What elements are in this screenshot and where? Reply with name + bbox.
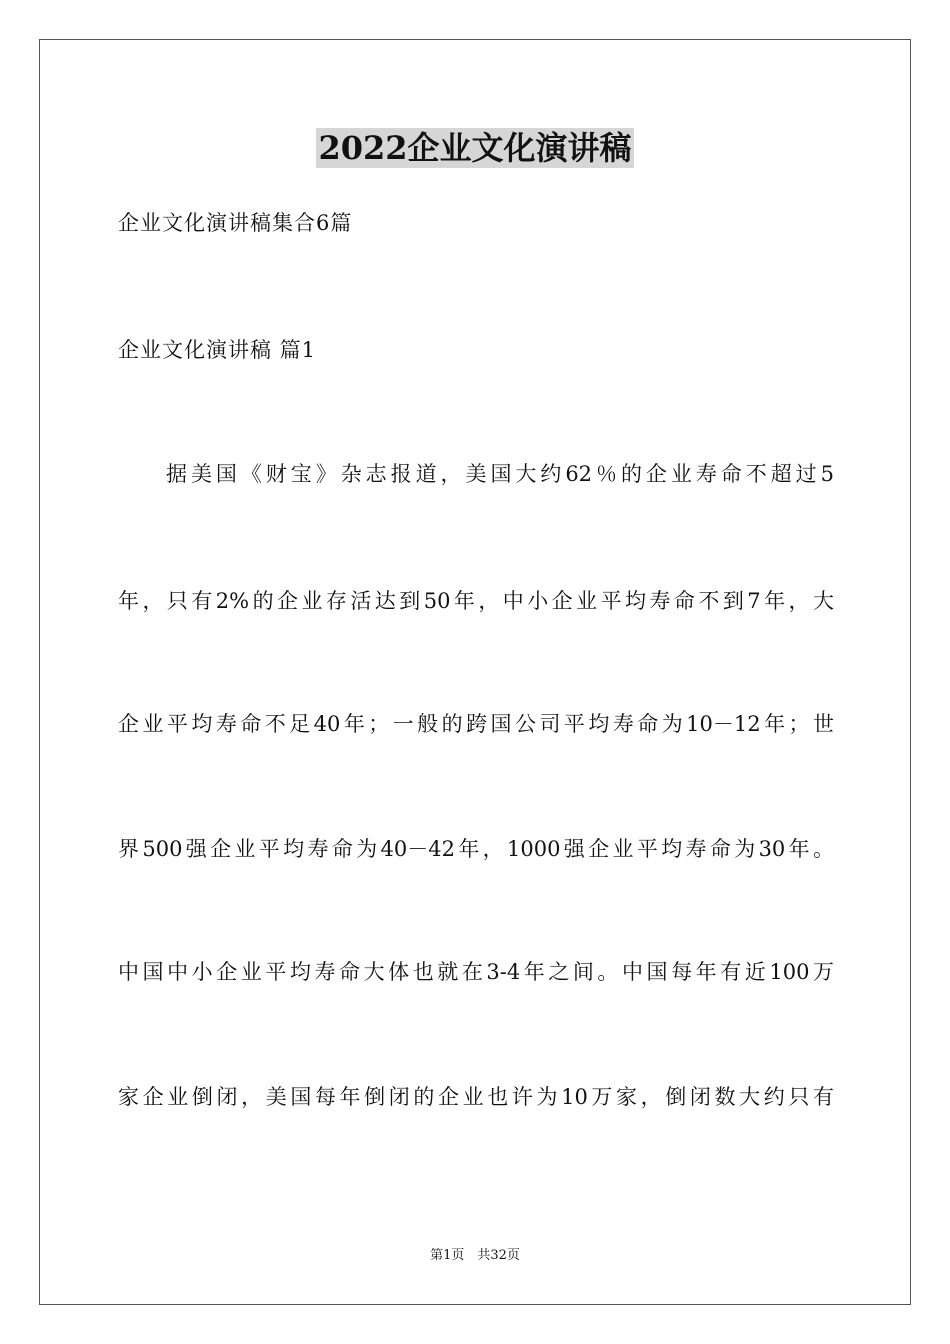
document-subtitle: 企业文化演讲稿集合6篇 — [118, 211, 353, 235]
paragraph-line: 企业平均寿命不足40年；一般的跨国公司平均寿命为10－12年；世 — [118, 712, 834, 736]
section-heading: 企业文化演讲稿 篇1 — [118, 338, 317, 362]
paragraph-line: 家企业倒闭，美国每年倒闭的企业也许为10万家，倒闭数大约只有 — [118, 1085, 834, 1109]
page-indicator: 第1页 共32页 — [430, 1248, 520, 1263]
paragraph-line: 年，只有2%的企业存活达到50年，中小企业平均寿命不到7年，大 — [118, 589, 834, 613]
paragraph-line: 界500强企业平均寿命为40－42年，1000强企业平均寿命为30年。 — [118, 837, 834, 861]
document-title: 2022企业文化演讲稿 — [318, 129, 632, 167]
paragraph-line: 中国中小企业平均寿命大体也就在3-4年之间。中国每年有近100万 — [118, 960, 834, 984]
title-container — [0, 128, 950, 168]
paragraph-line: 据美国《财宝》杂志报道，美国大约62％的企业寿命不超过5 — [166, 462, 834, 486]
